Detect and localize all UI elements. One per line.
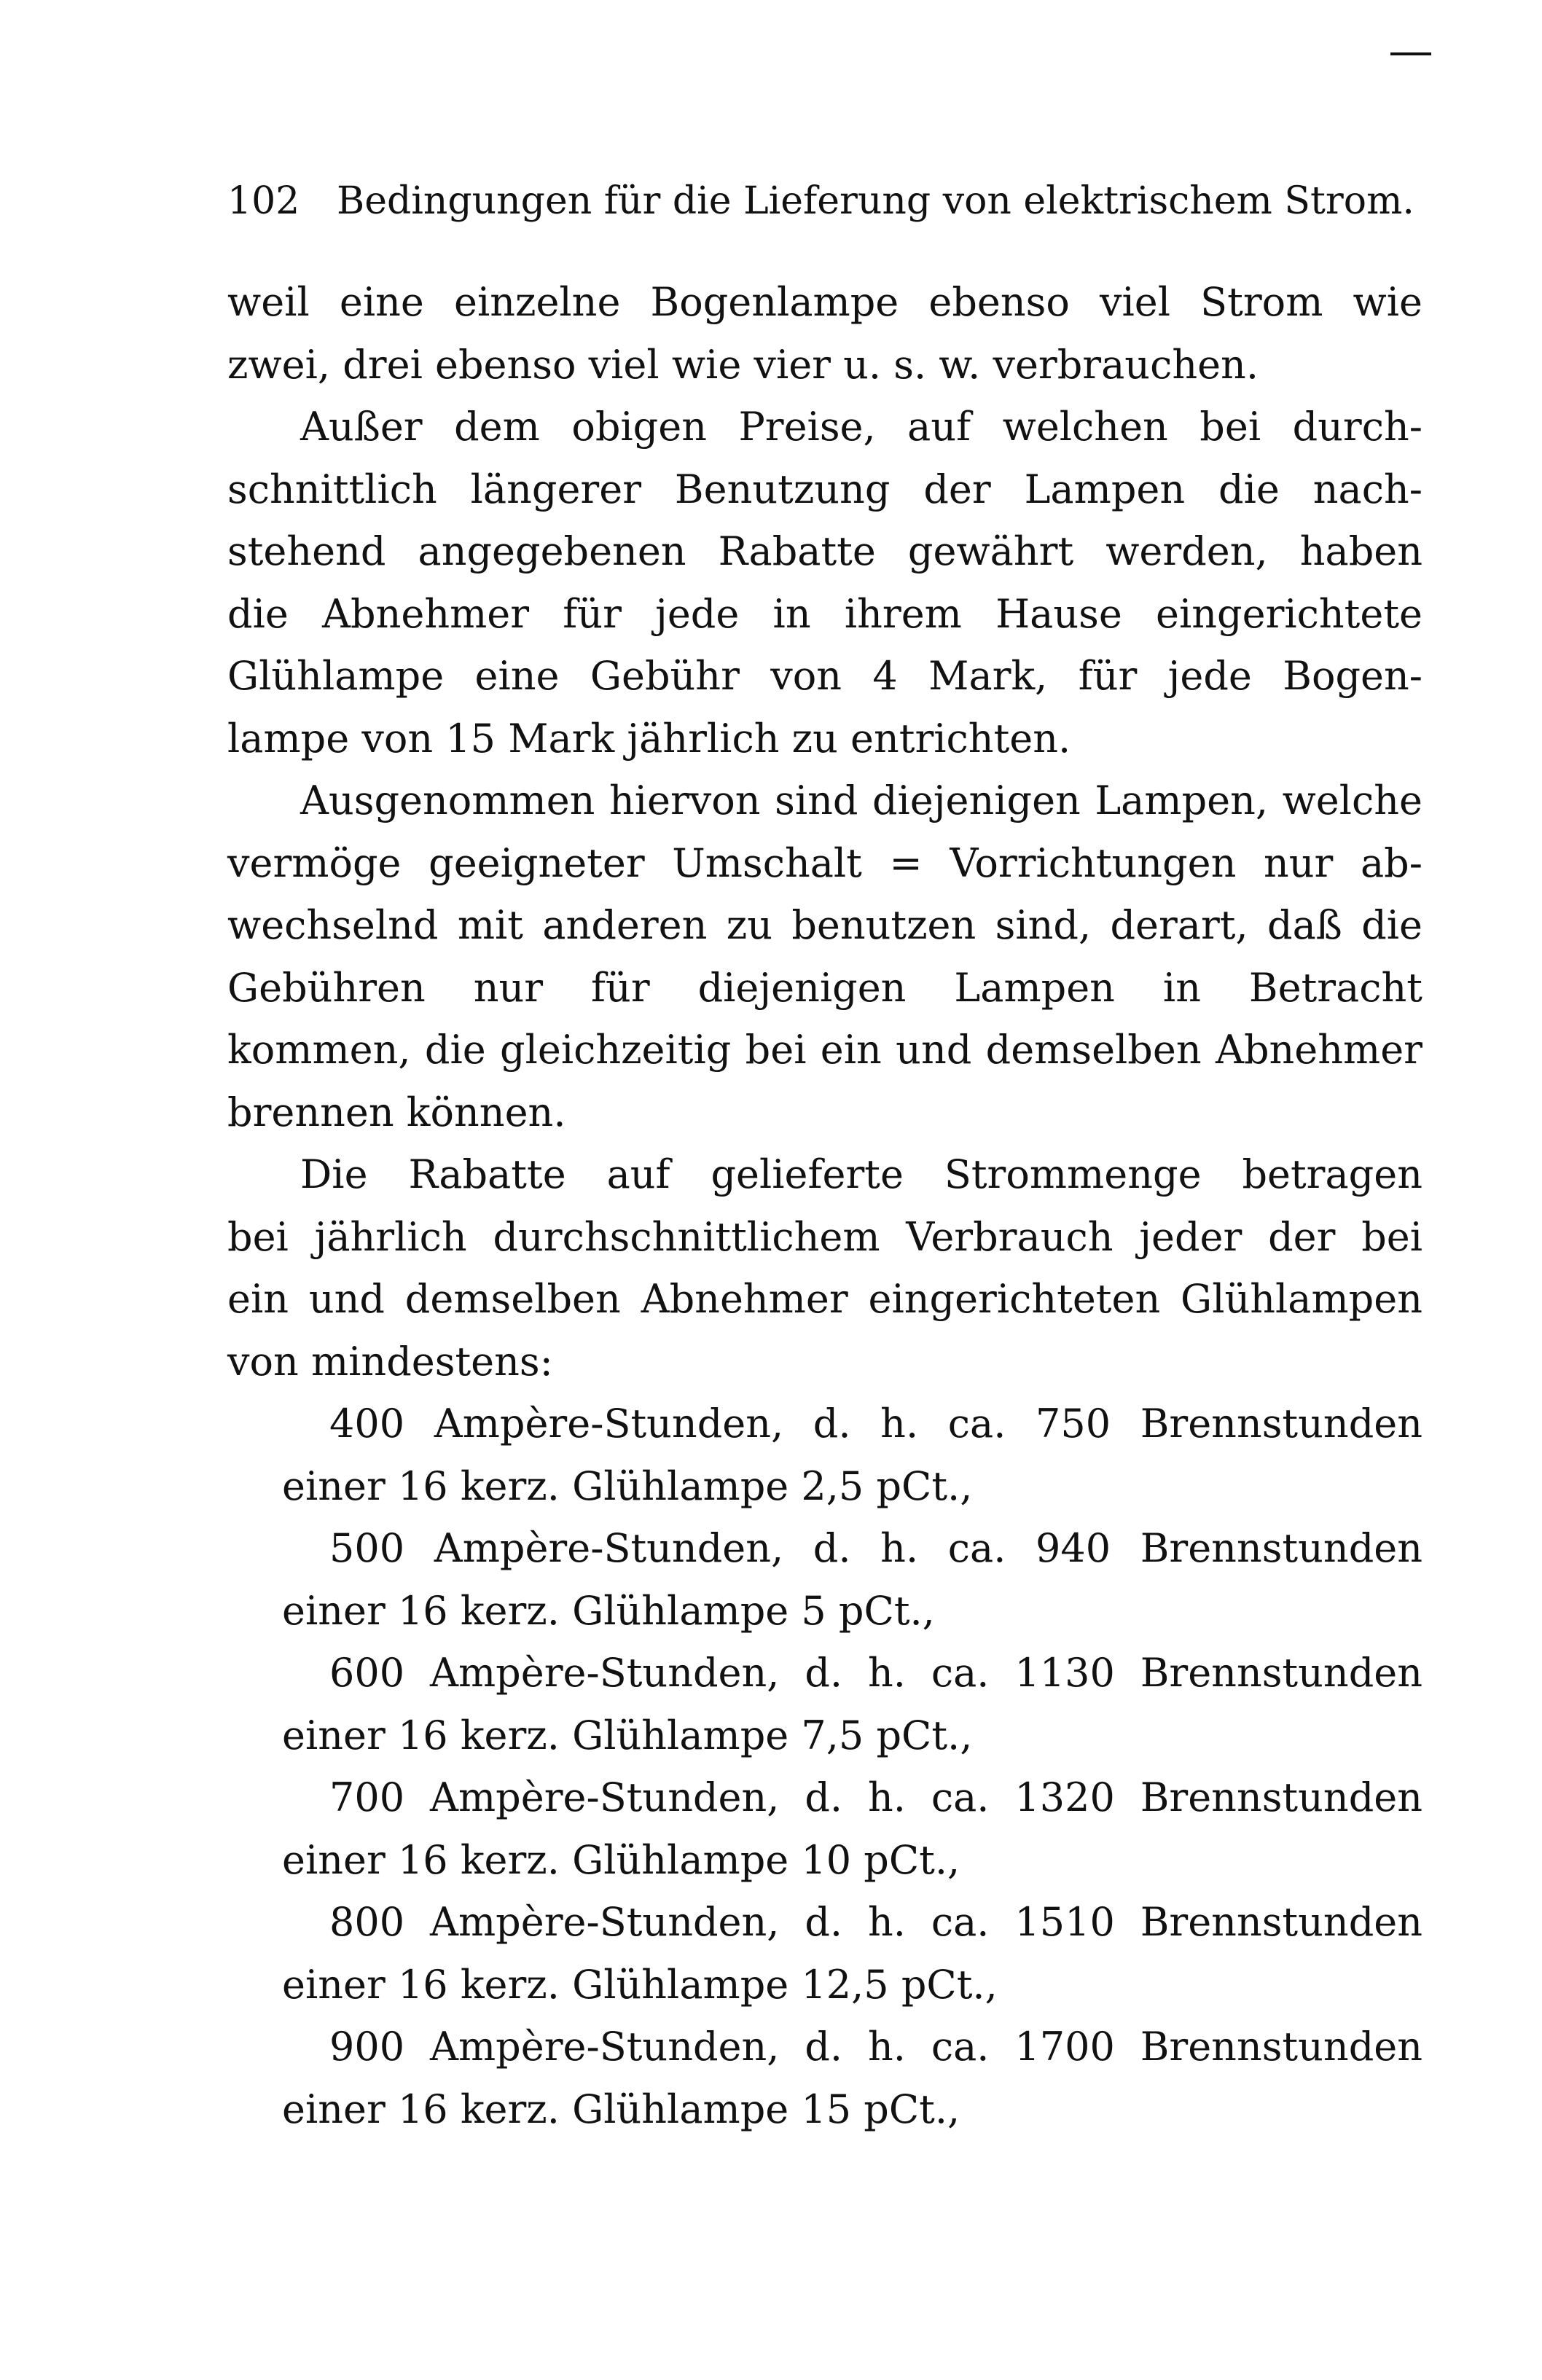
text-line: kommen, die gleichzeitig bei ein und demselben Abnehmer [227, 1027, 1422, 1073]
list-item-line: 600 Ampère-Stunden, d. h. ca. 1130 Brennstunden [329, 1650, 1422, 1696]
text-line: Die Rabatte auf gelieferte Strommenge betragen [300, 1151, 1422, 1197]
paragraph [227, 770, 1422, 1143]
text-line: stehend angegebenen Rabatte gewährt werden, haben [227, 528, 1422, 574]
page-number: 102 [227, 179, 300, 223]
text-line: wechselnd mit anderen zu benutzen sind, derart, daß die [227, 902, 1422, 948]
list-item-line: 800 Ampère-Stunden, d. h. ca. 1510 Brennstunden [329, 1899, 1422, 1945]
text-line: zwei, drei ebenso viel wie vier u. s. w. verbrauchen. [227, 341, 1259, 388]
corner-rule-mark [1390, 52, 1431, 55]
text-line: Gebühren nur für diejenigen Lampen in Betracht [227, 964, 1422, 1011]
list-item [227, 1891, 1422, 2016]
running-title: Bedingungen für die Lieferung von elektrischem Strom. [337, 179, 1414, 223]
list-item [227, 2016, 1422, 2140]
text-line: brennen können. [227, 1089, 566, 1135]
paragraph [227, 271, 1422, 396]
text-line: weil eine einzelne Bogenlampe ebenso viel Strom wie [227, 279, 1422, 325]
list-item [227, 1393, 1422, 1517]
text-line: lampe von 15 Mark jährlich zu entrichten. [227, 715, 1071, 762]
list-item-line: einer 16 kerz. Glühlampe 7,5 pCt., [282, 1712, 973, 1758]
list-item-line: einer 16 kerz. Glühlampe 15 pCt., [282, 2086, 960, 2132]
running-header [227, 172, 1422, 230]
paragraph [227, 396, 1422, 770]
list-item-line: einer 16 kerz. Glühlampe 10 pCt., [282, 1836, 960, 1883]
text-line: vermöge geeigneter Umschalt = Vorrichtungen nur ab- [227, 839, 1422, 886]
text-line: von mindestens: [227, 1338, 553, 1385]
list-item-line: 400 Ampère-Stunden, d. h. ca. 750 Brennstunden [329, 1401, 1422, 1447]
rebate-list [227, 1393, 1422, 2140]
list-item [227, 1642, 1422, 1766]
text-line: Glühlampe eine Gebühr von 4 Mark, für jede Bogen- [227, 653, 1422, 699]
list-item-line: 900 Ampère-Stunden, d. h. ca. 1700 Brennstunden [329, 2024, 1422, 2070]
list-item-line: 700 Ampère-Stunden, d. h. ca. 1320 Brennstunden [329, 1774, 1422, 1820]
list-item-line: einer 16 kerz. Glühlampe 5 pCt., [282, 1587, 935, 1634]
list-item [227, 1517, 1422, 1642]
list-item-line: einer 16 kerz. Glühlampe 2,5 pCt., [282, 1463, 973, 1509]
list-item-line: einer 16 kerz. Glühlampe 12,5 pCt., [282, 1961, 998, 2008]
text-line: Ausgenommen hiervon sind diejenigen Lampen, welche [300, 778, 1422, 823]
text-line: bei jährlich durchschnittlichem Verbrauch jeder der bei [227, 1213, 1422, 1260]
body-text [227, 271, 1422, 2140]
list-item-line: 500 Ampère-Stunden, d. h. ca. 940 Brennstunden [329, 1525, 1422, 1571]
text-line: die Abnehmer für jede in ihrem Hause eingerichtete [227, 590, 1422, 637]
text-line: schnittlich längerer Benutzung der Lampen die nach- [227, 466, 1422, 512]
list-item [227, 1766, 1422, 1891]
text-line: ein und demselben Abnehmer eingerichteten Glühlampen [227, 1276, 1422, 1322]
text-line: Außer dem obigen Preise, auf welchen bei durch- [300, 404, 1422, 450]
paragraph [227, 1143, 1422, 1393]
